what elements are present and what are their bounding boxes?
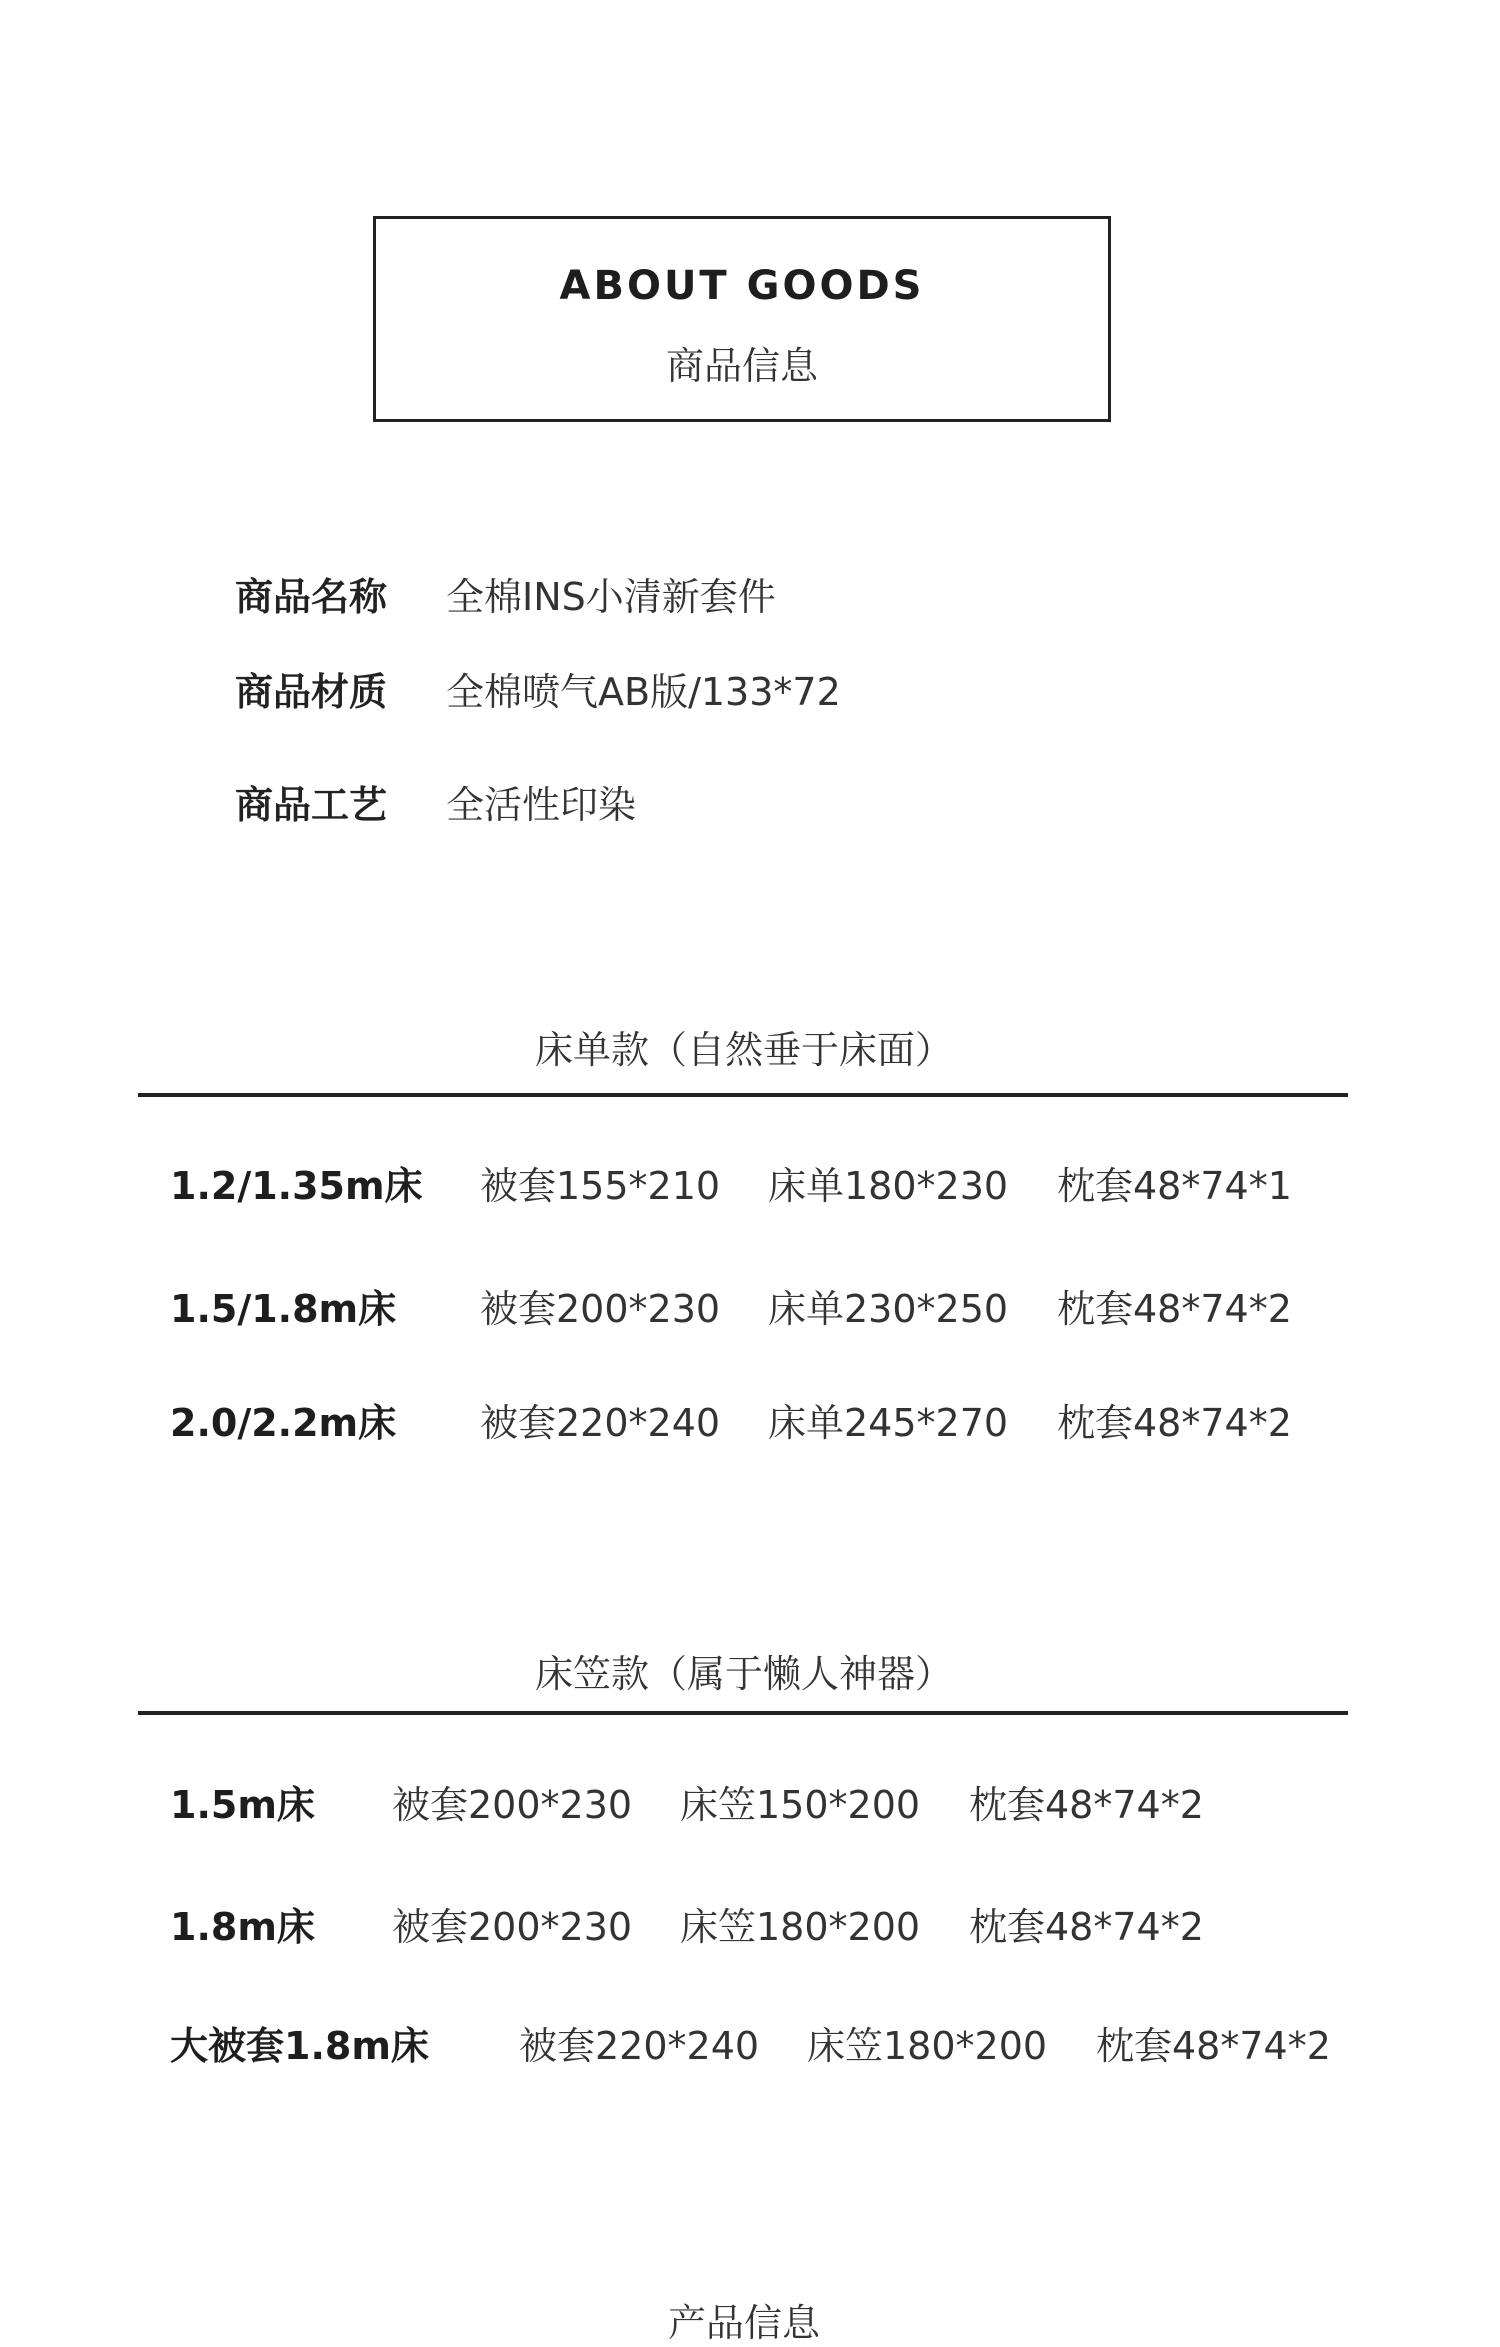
pillowcase-size: 枕套48*74*2 bbox=[969, 1905, 1204, 1949]
fitted-section-title: 床笠款（属于懒人神器） bbox=[534, 1652, 953, 1696]
duvet-cover-size: 被套220*240 bbox=[519, 2024, 760, 2068]
sheet-section-divider bbox=[138, 1093, 1348, 1097]
info-label-material: 商品材质 bbox=[235, 670, 388, 714]
info-label-name: 商品名称 bbox=[235, 575, 388, 619]
bed-sheet-size: 床单245*270 bbox=[768, 1401, 1009, 1445]
sheet-section-title: 床单款（自然垂于床面） bbox=[534, 1028, 953, 1072]
fitted-sheet-size: 床笠150*200 bbox=[680, 1783, 921, 1827]
fitted-section-divider bbox=[138, 1711, 1348, 1715]
pillowcase-size: 枕套48*74*2 bbox=[1057, 1287, 1292, 1331]
pillowcase-size: 枕套48*74*2 bbox=[1057, 1401, 1292, 1445]
row-size-label: 1.8m床 bbox=[170, 1905, 315, 1949]
info-label-craft: 商品工艺 bbox=[235, 783, 388, 827]
row-size-label: 1.5/1.8m床 bbox=[170, 1287, 397, 1331]
row-size-label: 1.2/1.35m床 bbox=[170, 1164, 423, 1208]
about-goods-header bbox=[373, 216, 1111, 422]
pillowcase-size: 枕套48*74*1 bbox=[1057, 1164, 1292, 1208]
duvet-cover-size: 被套200*230 bbox=[480, 1287, 721, 1331]
duvet-cover-size: 被套200*230 bbox=[392, 1783, 633, 1827]
next-section-title-partial: 产品信息 bbox=[667, 2301, 820, 2345]
fitted-sheet-size: 床笠180*200 bbox=[807, 2024, 1048, 2068]
info-value-name: 全棉INS小清新套件 bbox=[446, 575, 776, 619]
header-title-cn: 商品信息 bbox=[665, 344, 818, 388]
pillowcase-size: 枕套48*74*2 bbox=[969, 1783, 1204, 1827]
duvet-cover-size: 被套220*240 bbox=[480, 1401, 721, 1445]
duvet-cover-size: 被套200*230 bbox=[392, 1905, 633, 1949]
info-value-craft: 全活性印染 bbox=[446, 783, 637, 827]
row-size-label: 大被套1.8m床 bbox=[170, 2024, 429, 2068]
duvet-cover-size: 被套155*210 bbox=[480, 1164, 721, 1208]
header-title-en: ABOUT GOODS bbox=[559, 263, 925, 309]
bed-sheet-size: 床单230*250 bbox=[768, 1287, 1009, 1331]
row-size-label: 2.0/2.2m床 bbox=[170, 1401, 397, 1445]
fitted-sheet-size: 床笠180*200 bbox=[680, 1905, 921, 1949]
pillowcase-size: 枕套48*74*2 bbox=[1096, 2024, 1331, 2068]
row-size-label: 1.5m床 bbox=[170, 1783, 315, 1827]
bed-sheet-size: 床单180*230 bbox=[768, 1164, 1009, 1208]
info-value-material: 全棉喷气AB版/133*72 bbox=[446, 670, 841, 714]
